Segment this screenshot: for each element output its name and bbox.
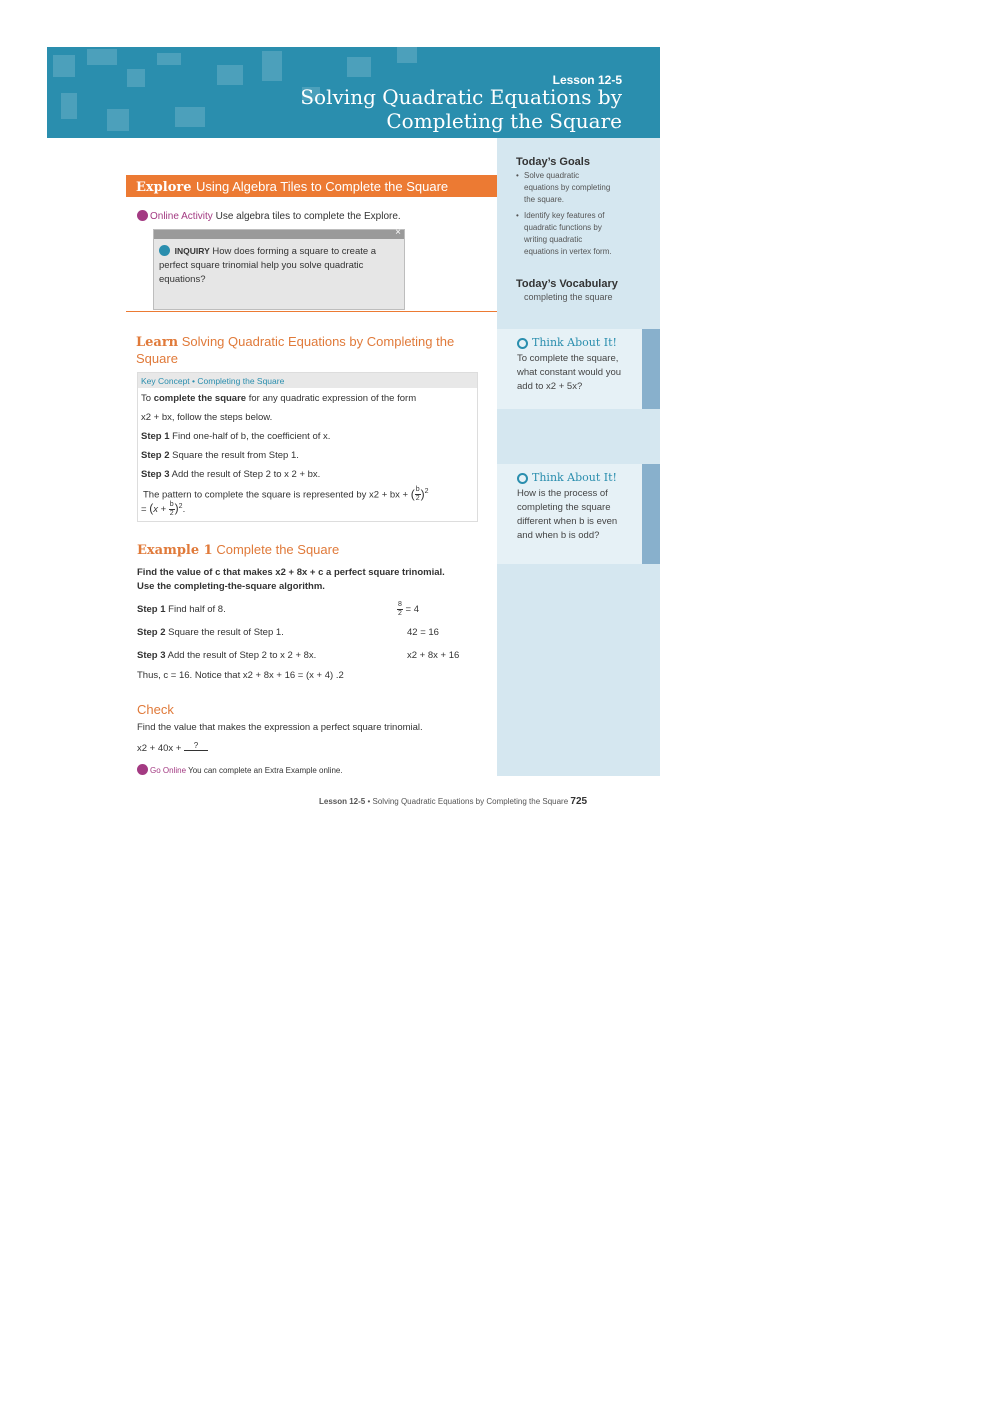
- go-online-icon: [137, 764, 148, 775]
- decorative-tile: [53, 55, 75, 77]
- go-online-link[interactable]: Go Online: [150, 766, 187, 775]
- check-expr-text: x2 + 40x +: [137, 743, 182, 754]
- think-title-text: Think About It!: [532, 336, 617, 349]
- section-divider: [126, 311, 497, 312]
- vocab-term: completing the square: [524, 292, 613, 302]
- footer-title: Solving Quadratic Equations by Completing the Square: [372, 797, 569, 806]
- example-step-3: [137, 650, 316, 661]
- think-box-1: [497, 329, 642, 409]
- example-result-text: = 4: [405, 604, 420, 616]
- example-step-1: [137, 604, 226, 615]
- kc-pattern: [143, 486, 429, 503]
- decorative-tile: [107, 109, 129, 131]
- example-step-label: Step 2: [137, 627, 166, 638]
- pattern-formula: ( $\frac{b}{2}$ )$^2$: [410, 486, 429, 502]
- kc-step-text: Add the result of Step 2 to x 2 + bx.: [171, 469, 321, 480]
- inquiry-title-bar: [154, 227, 404, 239]
- example-step-2: [137, 627, 284, 638]
- kc-step-text: Find one-half of b, the coefficient of x.: [172, 431, 331, 442]
- think-title-text: Think About It!: [532, 471, 617, 484]
- b-over-2-fraction: $\frac{b}{2}$: [169, 501, 174, 517]
- answer-blank[interactable]: ?: [184, 742, 208, 751]
- think-side-bar: [642, 329, 660, 409]
- inquiry-icon: [159, 245, 170, 256]
- example-step-3-result: x2 + 8x + 16: [407, 650, 460, 661]
- example-step-2-result: 42 = 16: [407, 627, 439, 638]
- example-conclusion: Thus, c = 16. Notice that x2 + 8x + 16 = (x + 4) .2: [137, 670, 344, 681]
- kc-intro: [141, 393, 416, 404]
- page-footer: Lesson 12-5 • Solving Quadratic Equations by Completing the Square 725: [319, 796, 588, 807]
- goals-list: [516, 170, 616, 262]
- go-online-text: You can complete an Extra Example online.: [188, 766, 343, 775]
- decorative-tile: [397, 47, 417, 63]
- go-online-line: [137, 764, 343, 775]
- decorative-tile: [262, 51, 282, 81]
- example-label: Example 1: [137, 543, 213, 558]
- kc-step-2: [141, 450, 299, 461]
- kc-pattern-result: = (x + $\frac{b}{2}$ )$^2$.: [141, 501, 186, 517]
- online-activity-text: Use algebra tiles to complete the Explore.: [215, 211, 401, 222]
- lesson-header-banner: [47, 47, 660, 138]
- lesson-number: Lesson 12-5: [552, 73, 622, 87]
- kc-expression: x2 + bx, follow the steps below.: [141, 412, 273, 423]
- decorative-tile: [157, 53, 181, 65]
- check-heading: Check: [137, 702, 174, 717]
- think-side-bar: [642, 464, 660, 564]
- example-step-text: Add the result of Step 2 to x 2 + 8x.: [167, 650, 317, 661]
- kc-step-label: Step 3: [141, 469, 170, 480]
- decorative-tile: [87, 49, 117, 65]
- think-body-2: How is the process of completing the square different when b is even and when b is odd?: [517, 488, 618, 541]
- close-icon[interactable]: ×: [395, 227, 401, 238]
- sidebar: [497, 138, 660, 776]
- explore-title: Using Algebra Tiles to Complete the Square: [195, 179, 449, 194]
- kc-step-3: [141, 469, 320, 480]
- goal-item: • Identify key features of quadratic functions by writing quadratic equations in vertex form.: [516, 210, 616, 258]
- example-title: Complete the Square: [216, 542, 340, 557]
- kc-intro-text: To: [141, 393, 152, 404]
- goals-heading: Today’s Goals: [516, 156, 590, 168]
- example-step-label: Step 3: [137, 650, 166, 661]
- think-box-2: [497, 464, 642, 564]
- explore-label: Explore: [136, 180, 192, 195]
- lightbulb-icon: [517, 473, 528, 484]
- decorative-tile: [217, 65, 243, 85]
- example-step-text: Find half of 8.: [168, 604, 226, 615]
- online-activity-line: [137, 210, 401, 222]
- decorative-tile: [175, 107, 205, 127]
- key-concept-header: Key Concept • Completing the Square: [138, 373, 477, 388]
- decorative-tile: [347, 57, 371, 77]
- inquiry-box: [153, 229, 405, 310]
- decorative-tile: [61, 93, 77, 119]
- check-text: Find the value that makes the expression a perfect square trinomial.: [137, 722, 423, 733]
- key-concept-title: Completing the Square: [197, 376, 285, 386]
- vocab-heading: Today’s Vocabulary: [516, 278, 618, 290]
- key-concept-label: Key Concept: [141, 376, 190, 386]
- lesson-title: Solving Quadratic Equations by Completing the Square: [300, 85, 622, 133]
- example-step-1-result: [397, 601, 419, 618]
- kc-intro-term: complete the square: [153, 393, 247, 404]
- kc-pattern-text: The pattern to complete the square is represented by x2 + bx +: [143, 489, 409, 501]
- kc-step-1: [141, 431, 330, 442]
- think-title-2: [517, 471, 617, 484]
- eight-over-two-fraction: $\frac{8}{2}$: [398, 601, 402, 617]
- inquiry-text-block: [159, 244, 389, 287]
- lightbulb-icon: [517, 338, 528, 349]
- inquiry-label: INQUIRY: [174, 246, 210, 256]
- kc-step-label: Step 1: [141, 431, 170, 442]
- goal-item: • Solve quadratic equations by completing the square.: [516, 170, 616, 206]
- learn-title: Solving Quadratic Equations by Completing the Square: [136, 334, 455, 366]
- example-prompt-2: Use the completing-the-square algorithm.: [137, 581, 325, 592]
- check-expression: [137, 742, 208, 754]
- example-step-label: Step 1: [137, 604, 166, 615]
- key-concept-box: [137, 372, 478, 522]
- example-step-text: Square the result of Step 1.: [168, 627, 284, 638]
- think-title-1: [517, 336, 617, 349]
- go-online-icon: [137, 210, 148, 221]
- explore-heading-bar: [126, 175, 497, 197]
- learn-heading: [136, 334, 476, 367]
- kc-intro-text: for any quadratic expression of the form: [248, 393, 417, 404]
- learn-label: Learn: [136, 335, 179, 350]
- example-heading: [137, 542, 339, 558]
- page-number: 725: [570, 796, 588, 807]
- decorative-tile: [127, 69, 145, 87]
- inquiry-question: How does forming a square to create a perfect square trinomial help you solve quadratic equations?: [159, 246, 377, 285]
- footer-lesson: Lesson 12-5: [319, 797, 366, 806]
- think-body-1: To complete the square, what constant would you add to x2 + 5x?: [517, 353, 622, 392]
- online-activity-link[interactable]: Online Activity: [150, 211, 213, 222]
- kc-step-label: Step 2: [141, 450, 170, 461]
- kc-step-text: Square the result from Step 1.: [172, 450, 299, 461]
- b-over-2-fraction: $\frac{b}{2}$: [415, 486, 420, 502]
- example-prompt-1: Find the value of c that makes x2 + 8x + c a perfect square trinomial.: [137, 567, 445, 578]
